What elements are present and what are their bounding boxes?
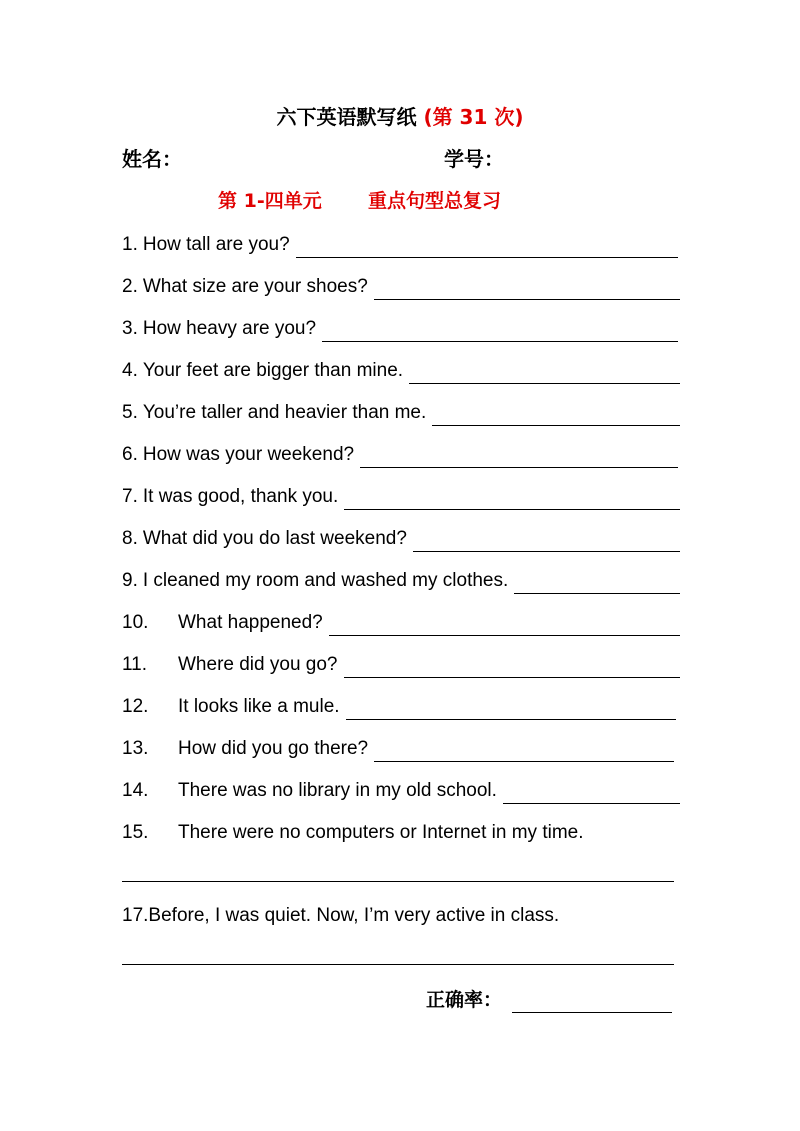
answer-blank[interactable] [344, 489, 680, 510]
question-7 [122, 482, 680, 510]
question-17 [122, 901, 680, 929]
question-number: 7. [122, 486, 138, 507]
question-text: What did you do last weekend? [142, 528, 407, 549]
question-text: What happened? [178, 612, 323, 633]
answer-blank[interactable] [322, 321, 678, 342]
question-text: Your feet are bigger than mine. [142, 360, 404, 381]
answer-blank[interactable] [374, 279, 680, 300]
answer-blank[interactable] [296, 237, 678, 258]
question-15 [122, 818, 680, 846]
question-14 [122, 776, 680, 804]
question-text: There were no computers or Internet in my time. [178, 822, 584, 843]
question-number: 3. [122, 318, 138, 339]
answer-blank[interactable] [514, 573, 680, 594]
question-5 [122, 398, 680, 426]
question-text: How tall are you? [142, 234, 290, 255]
title-session-tag: (第 31 次) [423, 105, 524, 129]
accuracy-label: 正确率： [426, 989, 503, 1011]
question-number: 5. [122, 402, 138, 423]
question-number: 4. [122, 360, 138, 381]
question-3 [122, 314, 678, 342]
question-9 [122, 566, 680, 594]
question-4 [122, 356, 680, 384]
question-text: Where did you go? [178, 654, 338, 675]
question-2 [122, 272, 680, 300]
question-number: 12. [122, 696, 149, 717]
accuracy-row [426, 985, 672, 1013]
answer-blank[interactable] [360, 447, 678, 468]
question-text: What size are your shoes? [142, 276, 368, 297]
question-number: 13. [122, 738, 149, 759]
question-text: How did you go there? [178, 738, 369, 759]
question-number: 2. [122, 276, 138, 297]
question-6 [122, 440, 678, 468]
question-number: 15. [122, 822, 149, 843]
question-11 [122, 650, 680, 678]
unit-subtitle: 第 1-四单元 重点句型总复习 [218, 190, 502, 212]
answer-blank[interactable] [413, 531, 680, 552]
answer-blank[interactable] [346, 699, 676, 720]
answer-blank[interactable] [329, 615, 680, 636]
question-text: I cleaned my room and washed my clothes. [142, 570, 509, 591]
worksheet-title [0, 103, 800, 131]
question-text: How was your weekend? [142, 444, 355, 465]
question-text: How heavy are you? [142, 318, 317, 339]
question-text: It looks like a mule. [178, 696, 340, 717]
question-12 [122, 692, 676, 720]
title-main: 六下英语默写纸 [276, 105, 417, 129]
answer-blank[interactable] [344, 657, 681, 678]
question-number: 17. [122, 905, 149, 926]
question-number: 1. [122, 234, 138, 255]
answer-line-17[interactable] [122, 964, 674, 965]
answer-blank[interactable] [409, 363, 680, 384]
question-text: You’re taller and heavier than me. [142, 402, 427, 423]
answer-blank[interactable] [503, 783, 680, 804]
answer-line-15[interactable] [122, 881, 674, 882]
answer-blank[interactable] [374, 741, 674, 762]
question-number: 14. [122, 780, 149, 801]
question-10 [122, 608, 680, 636]
question-text: There was no library in my old school. [178, 780, 497, 801]
question-number: 6. [122, 444, 138, 465]
student-id-label: 学号： [444, 147, 504, 171]
question-text: It was good, thank you. [142, 486, 339, 507]
answer-blank[interactable] [432, 405, 680, 426]
question-8 [122, 524, 680, 552]
question-text: Before, I was quiet. Now, I’m very active in class. [148, 905, 560, 926]
question-number: 8. [122, 528, 138, 549]
question-number: 11. [122, 654, 148, 675]
question-number: 10. [122, 612, 149, 633]
question-number: 9. [122, 570, 138, 591]
question-1 [122, 230, 678, 258]
accuracy-blank[interactable] [512, 992, 672, 1013]
name-label: 姓名： [122, 147, 182, 171]
question-13 [122, 734, 674, 762]
